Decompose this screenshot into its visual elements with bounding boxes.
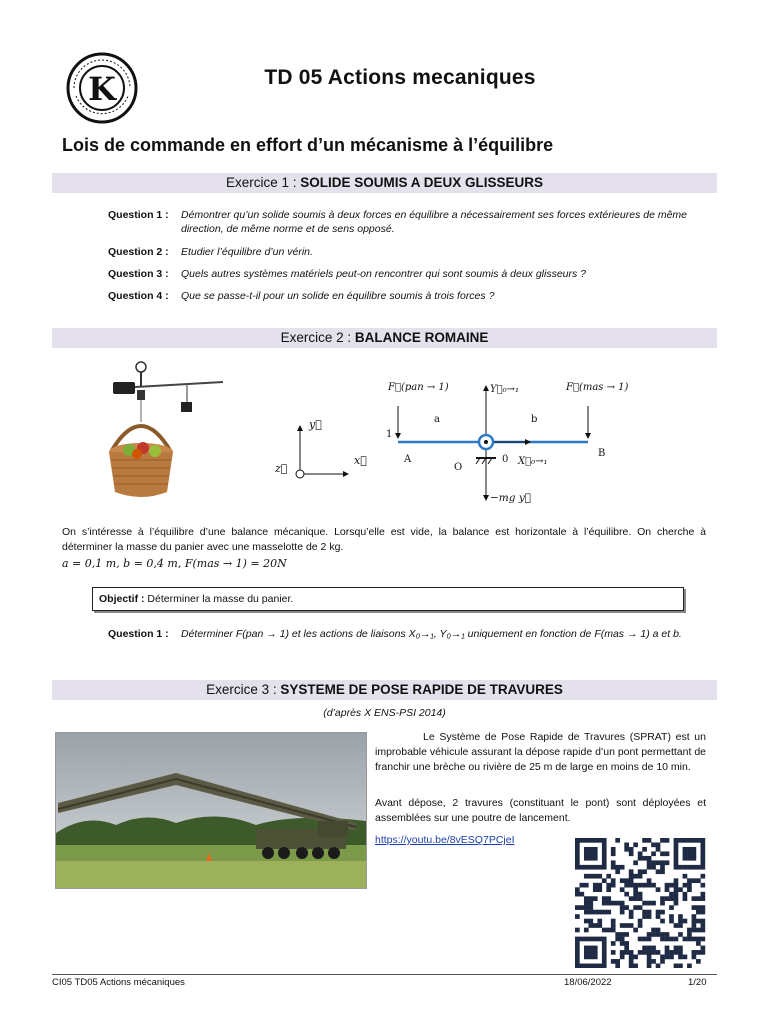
- weight-label: −mg y⃗: [490, 492, 532, 504]
- point-a-label: A: [404, 454, 412, 465]
- solid-1-label: 1: [386, 429, 393, 440]
- ex2-question-1: [108, 627, 708, 657]
- balance-diagram: [380, 378, 620, 508]
- axis-x-label: x⃗: [354, 454, 367, 467]
- force-mas-label: F⃗(mas → 1): [566, 382, 629, 393]
- sprat-photo: [55, 732, 367, 889]
- exercise-1-subtitle: SOLIDE SOUMIS A DEUX GLISSEURS: [300, 175, 544, 190]
- exercise-3-header: [52, 680, 717, 700]
- document-title: TD 05 Actions mecaniques: [264, 66, 536, 89]
- objective-label: Objectif :: [99, 593, 145, 605]
- youtube-link[interactable]: https://youtu.be/8vESQ7PCjeI: [375, 834, 515, 846]
- ex2-values: a = 0,1 m, b = 0,4 m, F(mas → 1) = 20N: [62, 557, 287, 570]
- exercise-1-header: [52, 173, 717, 193]
- axis-z-label: z⃗: [275, 462, 288, 475]
- qr-code: [572, 838, 708, 968]
- dim-a-label: a: [434, 414, 440, 425]
- ex1-question-2: [108, 245, 708, 261]
- exercise-2-prefix: Exercice 2 :: [280, 330, 355, 345]
- section-title: Lois de commande en effort d’un mécanisme à l’équilibre: [62, 135, 554, 155]
- ex1-question-1: [108, 208, 708, 238]
- question-text: Quels autres systèmes matériels peut-on rencontrer qui sont soumis à deux glisseurs ?: [181, 268, 587, 280]
- question-label: Question 1 :: [108, 628, 169, 640]
- ex3-paragraph-1: Le Système de Pose Rapide de Travures (SPRAT) est un improbable véhicule assurant la dépose rapide d’un pont permettant de franchir une brèche ou rivière de 25 m de large en moins de 10 min.: [375, 731, 706, 773]
- question-label: Question 2 :: [108, 246, 169, 258]
- objective-box: [92, 587, 684, 611]
- objective-text: Déterminer la masse du panier.: [144, 593, 294, 605]
- exercise-1-prefix: Exercice 1 :: [225, 175, 301, 190]
- question-text: Que se passe-t-il pour un solide en équilibre soumis à trois forces ?: [181, 290, 495, 302]
- question-label: Question 3 :: [108, 268, 169, 280]
- svg-text:K: K: [88, 70, 116, 108]
- footer-left: CI05 TD05 Actions mécaniques: [52, 977, 185, 988]
- exercise-2-subtitle: BALANCE ROMAINE: [354, 330, 489, 345]
- ex1-question-3: [108, 267, 708, 283]
- balance-photo: [99, 360, 225, 502]
- ex3-paragraph-2: Avant dépose, 2 travures (constituant le pont) sont déployées et assemblées sur une poutre de lancement.: [375, 797, 706, 824]
- ex1-question-4: [108, 289, 708, 305]
- question-text: Etudier l’équilibre d’un vérin.: [181, 246, 313, 258]
- y01-label: Y⃗₀→₁: [490, 384, 519, 395]
- footer-page: 1/20: [688, 977, 707, 988]
- exercise-2-header: [52, 328, 717, 348]
- ex3-source: (d’après X ENS-PSI 2014): [323, 707, 446, 719]
- footer-rule: [52, 974, 717, 975]
- question-label: Question 4 :: [108, 290, 169, 302]
- ground-0-label: 0: [502, 454, 509, 465]
- question-text: Démontrer qu’un solide soumis à deux forces en équilibre a nécessairement ses forces extérieures de même direction, de même norme et de sens opposé.: [181, 209, 687, 235]
- question-text: Déterminer F(pan → 1) et les actions de liaisons X₀→₁, Y₀→₁ uniquement en fonction de F(mas → 1) a et b.: [181, 628, 682, 640]
- exercise-3-subtitle: SYSTEME DE POSE RAPIDE DE TRAVURES: [280, 682, 563, 697]
- force-pan-label: F⃗(pan → 1): [388, 382, 449, 393]
- question-label: Question 1 :: [108, 209, 169, 221]
- school-logo: [66, 52, 138, 124]
- x01-label: X⃗₀→₁: [518, 456, 548, 467]
- dim-b-label: b: [531, 414, 538, 425]
- axis-y-label: y⃗: [309, 418, 322, 431]
- point-o-label: O: [454, 462, 463, 473]
- footer-date: 18/06/2022: [564, 977, 612, 988]
- point-b-label: B: [598, 448, 606, 459]
- ex2-paragraph: On s’intéresse à l’équilibre d’une balance mécanique. Lorsqu’elle est vide, la balance est horizontale à l’équilibre. On cherche à déterminer la masse du panier avec une masselotte de 2 kg.: [62, 526, 706, 553]
- exercise-3-prefix: Exercice 3 :: [206, 682, 281, 697]
